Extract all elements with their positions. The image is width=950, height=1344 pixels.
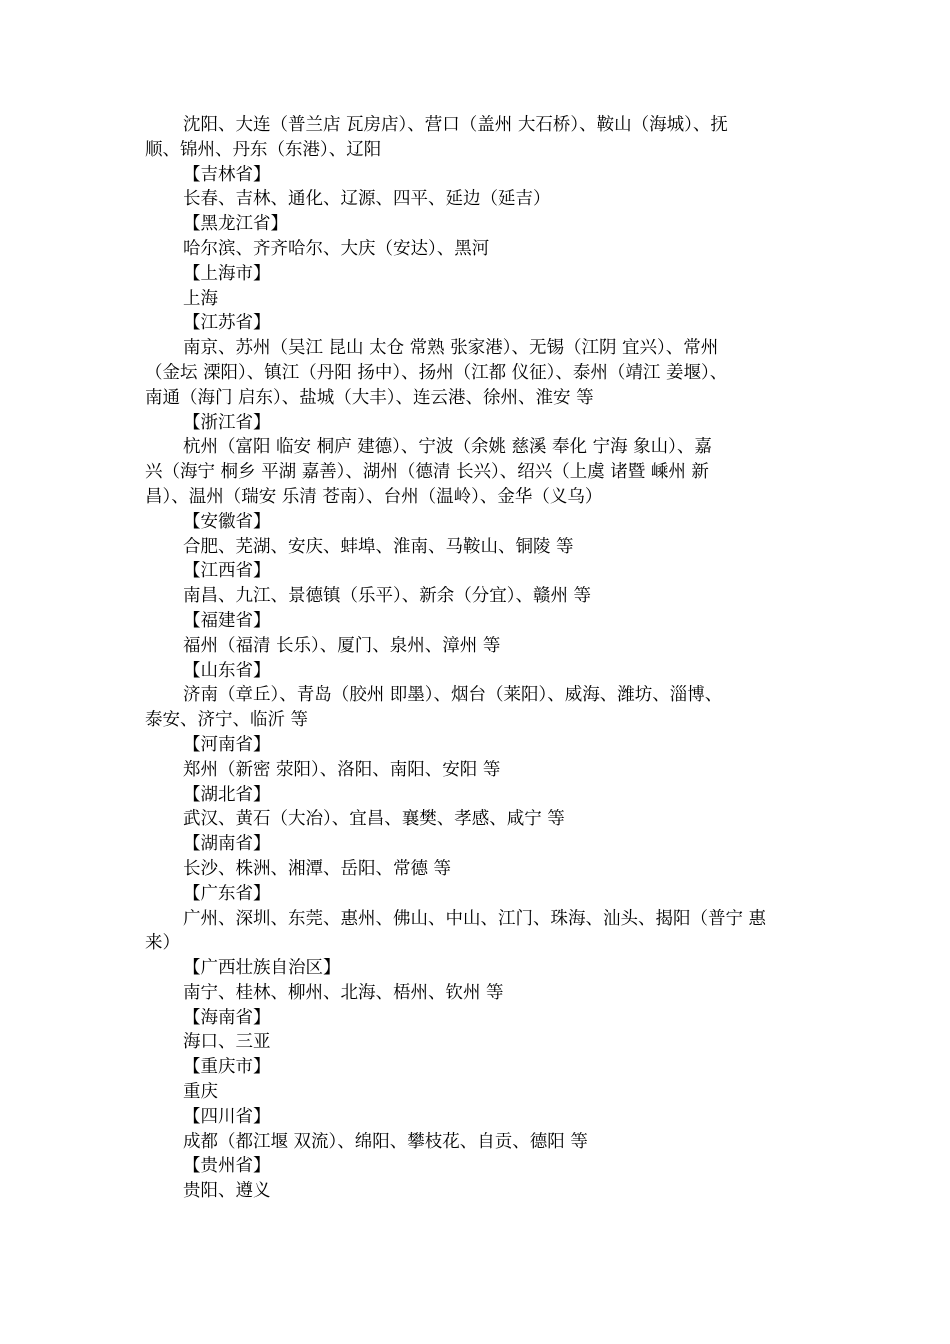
province-heading: 【浙江省】 <box>183 412 271 433</box>
province-heading: 【湖南省】 <box>183 834 271 855</box>
city-list-line: 南京、苏州（吴江 昆山 太仓 常熟 张家港）、无锡（江阴 宜兴）、常州 <box>183 338 719 359</box>
city-list-line: 济南（章丘）、青岛（胶州 即墨）、烟台（莱阳）、威海、潍坊、淄博、 <box>183 685 723 706</box>
city-list-line: 成都（都江堰 双流）、绵阳、攀枝花、自贡、德阳 等 <box>183 1131 588 1152</box>
city-list-line: 郑州（新密 荥阳）、洛阳、南阳、安阳 等 <box>183 759 501 780</box>
city-list-line: 合肥、芜湖、安庆、蚌埠、淮南、马鞍山、铜陵 等 <box>183 536 574 557</box>
city-list-line: 长春、吉林、通化、辽源、四平、延边（延吉） <box>183 189 551 210</box>
city-list-line: 上海 <box>183 288 218 309</box>
city-list-line: 重庆 <box>183 1082 218 1103</box>
province-heading: 【安徽省】 <box>183 511 271 532</box>
city-list-line: 哈尔滨、齐齐哈尔、大庆（安达）、黑河 <box>183 238 490 259</box>
city-list-line: 沈阳、大连（普兰店 瓦房店）、营口（盖州 大石桥）、鞍山（海城）、抚 <box>183 115 728 135</box>
province-heading: 【江西省】 <box>183 561 271 582</box>
city-list-line: （金坛 溧阳）、镇江（丹阳 扬中）、扬州（江都 仪征）、泰州（靖江 姜堰）、 <box>145 362 728 383</box>
city-list-line: 南昌、九江、景德镇（乐平）、新余（分宜）、赣州 等 <box>183 586 592 607</box>
city-list-line: 广州、深圳、东莞、惠州、佛山、中山、江门、珠海、汕头、揭阳（普宁 惠 <box>183 908 767 929</box>
city-list-line: 顺、锦州、丹东（东港）、辽阳 <box>145 139 382 160</box>
city-list-line: 昌）、温州（瑞安 乐清 苍南）、台州（温岭）、金华（义乌） <box>145 486 603 507</box>
province-heading: 【海南省】 <box>183 1007 271 1028</box>
city-list-line: 兴（海宁 桐乡 平湖 嘉善）、湖州（德清 长兴）、绍兴（上虞 诸暨 嵊州 新 <box>145 462 709 483</box>
province-heading: 【福建省】 <box>183 610 271 631</box>
province-heading: 【吉林省】 <box>183 164 271 185</box>
city-list-line: 长沙、株洲、湘潭、岳阳、常德 等 <box>183 858 452 879</box>
province-heading: 【河南省】 <box>183 734 271 755</box>
document-page <box>145 113 808 1204</box>
city-list-line: 泰安、济宁、临沂 等 <box>145 710 309 731</box>
city-list-line: 福州（福清 长乐）、厦门、泉州、漳州 等 <box>183 635 501 656</box>
province-heading: 【山东省】 <box>183 660 271 681</box>
province-heading: 【广西壮族自治区】 <box>183 958 341 979</box>
province-heading: 【上海市】 <box>183 263 271 284</box>
city-list-line: 武汉、黄石（大冶）、宜昌、襄樊、孝感、咸宁 等 <box>183 809 565 830</box>
city-list-line: 杭州（富阳 临安 桐庐 建德）、宁波（余姚 慈溪 奉化 宁海 象山）、嘉 <box>183 437 712 458</box>
province-heading: 【黑龙江省】 <box>183 214 288 235</box>
province-heading: 【重庆市】 <box>183 1057 271 1078</box>
province-heading: 【四川省】 <box>183 1106 271 1127</box>
city-list-line: 贵阳、遵义 <box>183 1181 271 1202</box>
city-list-line: 来） <box>145 933 180 954</box>
city-list-line: 南宁、桂林、柳州、北海、梧州、钦州 等 <box>183 982 504 1003</box>
province-heading: 【贵州省】 <box>183 1156 271 1177</box>
province-heading: 【广东省】 <box>183 883 271 904</box>
province-heading: 【湖北省】 <box>183 784 271 805</box>
city-list-line: 南通（海门 启东）、盐城（大丰）、连云港、徐州、淮安 等 <box>145 387 594 408</box>
city-list-line: 海口、三亚 <box>183 1032 271 1053</box>
province-heading: 【江苏省】 <box>183 313 271 334</box>
